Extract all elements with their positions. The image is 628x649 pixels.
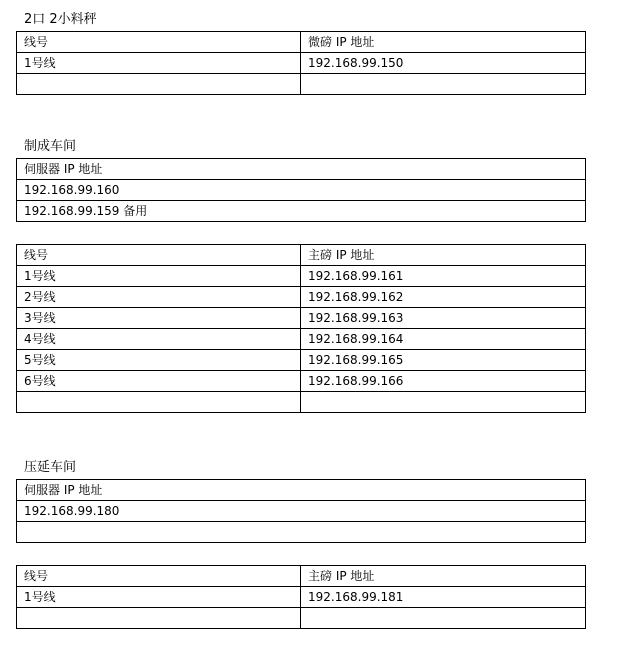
line-number-cell: 3号线	[17, 308, 301, 329]
ip-address-cell: 192.168.99.164	[301, 329, 586, 350]
ip-address-cell: 192.168.99.163	[301, 308, 586, 329]
table-row	[17, 371, 586, 392]
ip-address-cell	[301, 392, 586, 413]
line-number-cell: 5号线	[17, 350, 301, 371]
server-ip-backup-cell: 192.168.99.159 备用	[17, 201, 586, 222]
micro-scale-ip-table	[16, 31, 586, 95]
ip-address-cell	[301, 74, 586, 95]
server-ip-cell: 192.168.99.180	[17, 501, 586, 522]
ip-address-cell: 192.168.99.150	[301, 53, 586, 74]
header-line-number: 线号	[17, 566, 301, 587]
section-title-calendering-workshop: 压延车间	[24, 460, 77, 475]
main-scale-ip-table	[16, 565, 586, 629]
ip-address-cell: 192.168.99.181	[301, 587, 586, 608]
section-title-scales: 2口 2小料秤	[24, 12, 97, 27]
table-row	[17, 53, 586, 74]
line-number-cell	[17, 74, 301, 95]
table-row	[17, 266, 586, 287]
table-row	[17, 308, 586, 329]
table-row	[17, 201, 586, 222]
header-line-number: 线号	[17, 245, 301, 266]
line-number-cell: 6号线	[17, 371, 301, 392]
ip-address-cell	[301, 608, 586, 629]
server-ip-table	[16, 479, 586, 543]
server-ip-cell: 192.168.99.160	[17, 180, 586, 201]
line-number-cell: 2号线	[17, 287, 301, 308]
table-row	[17, 287, 586, 308]
table-row	[17, 329, 586, 350]
table-header-row	[17, 159, 586, 180]
table-row	[17, 501, 586, 522]
table-row	[17, 608, 586, 629]
header-main-scale-ip: 主磅 IP 地址	[301, 245, 586, 266]
table-header-row	[17, 32, 586, 53]
table-header-row	[17, 245, 586, 266]
table-header-row	[17, 566, 586, 587]
table-row	[17, 180, 586, 201]
line-number-cell	[17, 608, 301, 629]
table-row	[17, 350, 586, 371]
table-row	[17, 74, 586, 95]
server-ip-table	[16, 158, 586, 222]
ip-address-cell: 192.168.99.161	[301, 266, 586, 287]
line-number-cell: 1号线	[17, 266, 301, 287]
header-main-scale-ip: 主磅 IP 地址	[301, 566, 586, 587]
line-number-cell: 4号线	[17, 329, 301, 350]
header-server-ip: 伺服器 IP 地址	[17, 159, 586, 180]
main-scale-ip-table	[16, 244, 586, 413]
server-ip-cell	[17, 522, 586, 543]
header-line-number: 线号	[17, 32, 301, 53]
header-micro-scale-ip: 微磅 IP 地址	[301, 32, 586, 53]
line-number-cell: 1号线	[17, 53, 301, 74]
header-server-ip: 伺服器 IP 地址	[17, 480, 586, 501]
table-row	[17, 587, 586, 608]
table-row	[17, 522, 586, 543]
section-title-production-workshop: 制成车间	[24, 139, 77, 154]
ip-address-cell: 192.168.99.165	[301, 350, 586, 371]
ip-address-cell: 192.168.99.162	[301, 287, 586, 308]
ip-address-cell: 192.168.99.166	[301, 371, 586, 392]
table-row	[17, 392, 586, 413]
line-number-cell	[17, 392, 301, 413]
table-header-row	[17, 480, 586, 501]
line-number-cell: 1号线	[17, 587, 301, 608]
